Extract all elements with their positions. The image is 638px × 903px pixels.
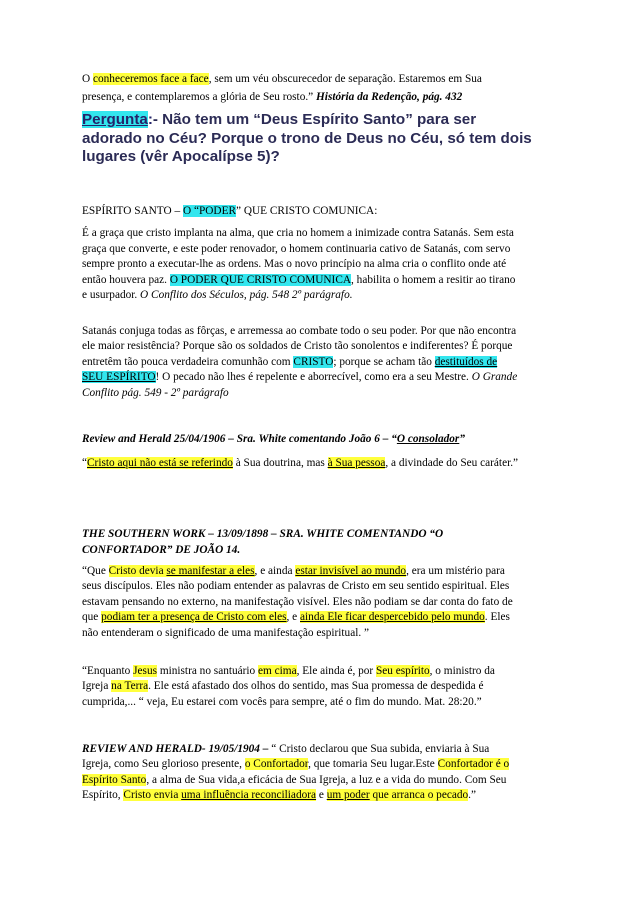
section-jesus-ministra: “Enquanto Jesus ministra no santuário em cima, Ele ainda é, por Seu espírito, o ministro da Igreja na Terra. Ele está afastado dos olhos do sentido, mas Sua promessa de despedida é cumprida,... “ veja, Eu estarei com vocês para sempre, até o fim do mundo. Mat. 28:20.”: [82, 665, 495, 708]
citation: O Conflito dos Séculos, pág. 548 2º parágrafo.: [140, 289, 353, 302]
question-heading: Pergunta:- Não tem um “Deus Espírito Santo” para ser adorado no Céu? Porque o trono de Deus no Céu, só tem dois lugares (vêr Apocalípse 5)?: [82, 111, 532, 166]
highlight: O PODER QUE CRISTO COMUNICA: [169, 273, 352, 286]
section-heading: Review and Herald 25/04/1906 – Sra. White comentando João 6 – “O consolador”: [82, 433, 465, 445]
section-heading: ESPÍRITO SANTO – O “PODER” QUE CRISTO COMUNICA:: [82, 205, 378, 217]
section-heading: REVIEW AND HERALD- 19/05/1904 –: [82, 743, 269, 755]
section-espirito-santo: ESPÍRITO SANTO – O “PODER” QUE CRISTO COMUNICA: É a graça que cristo implanta na alma, que cria no homem a inimizade contra Satanás. Sem esta graça que converte, e este poder renovador, o homem continuaria cativo de Satanás, com servo sempre pronto a executar-lhe as ordens. Mas o novo princípio na alma cria o conflito onde até então houvera paz. O PODER QUE CRISTO COMUNICA, habilita o homem a resitir ao tirano e usurpador. O Conflito dos Séculos, pág. 548 2º parágrafo.: [82, 204, 552, 303]
section-review-1904: REVIEW AND HERALD- 19/05/1904 – “ Cristo declarou que Sua subida, enviaria à Sua Igreja, como Seu glorioso presente, o Confortador, que tomaria Seu lugar.Este Confortador é o Espírito Santo, a alma de Sua vida,a eficácia de Sua Igreja, a luz e a vida do mundo. Com Seu Espírito, Cristo envia uma influência reconciliadora e um poder que arranca o pecado.”: [82, 743, 510, 802]
question-label: Pergunta: [82, 111, 148, 128]
text-line: O conheceremos face a face, sem um véu obscurecedor de separação. Estaremos em Sua: [82, 73, 482, 85]
section-review-1906: Review and Herald 25/04/1906 – Sra. White comentando João 6 – “O consolador” “Cristo aqui não está se referindo à Sua doutrina, mas à Sua pessoa, a divindade do Seu caráter.”: [82, 431, 552, 471]
citation: Conflito pág. 549 - 2º parágrafo: [82, 386, 229, 399]
section-satanas: Satanás conjuga todas as fôrças, e arremessa ao combate todo o seu poder. Por que não encontra ele maior resistência? Porque são os soldados de Cristo tão sonolentos e indiferentes? É porque entretêm tão pouca verdadeira comunhão com CRISTO; porque se acham tão destituídos de SEU ESPÍRITO! O pecado não lhes é repelente e aborrecível, como era a seu Mestre. O Grande Conflito pág. 549 - 2º parágrafo: [82, 324, 552, 401]
section-heading: THE SOUTHERN WORK – 13/09/1898 – SRA. WHITE COMENTANDO “O: [82, 528, 444, 540]
intro-quote: [82, 72, 552, 106]
highlight: conheceremos face a face: [92, 73, 209, 85]
text-line: presença, e contemplaremos a glória de Seu rosto.” História da Redenção, pág. 432: [82, 91, 463, 104]
citation: História da Redenção, pág. 432: [316, 91, 463, 104]
section-southern-work: THE SOUTHERN WORK – 13/09/1898 – SRA. WHITE COMENTANDO “O CONFORTADOR” DE JOÃO 14. “Que Cristo devia se manifestar a eles, e ainda estar invisível ao mundo, era um mistério para seus discípulos. Eles não podiam entender as palavras de Cristo em seu sentido espiritual. Eles estavam pensando no externo, na manifestação visível. Eles não podiam se dar conta do fato de que podiam ter a presença de Cristo com eles, e ainda Ele ficar despercebido pelo mundo. Eles não entenderam o significado de uma manifestação espiritual. ”: [82, 526, 552, 641]
